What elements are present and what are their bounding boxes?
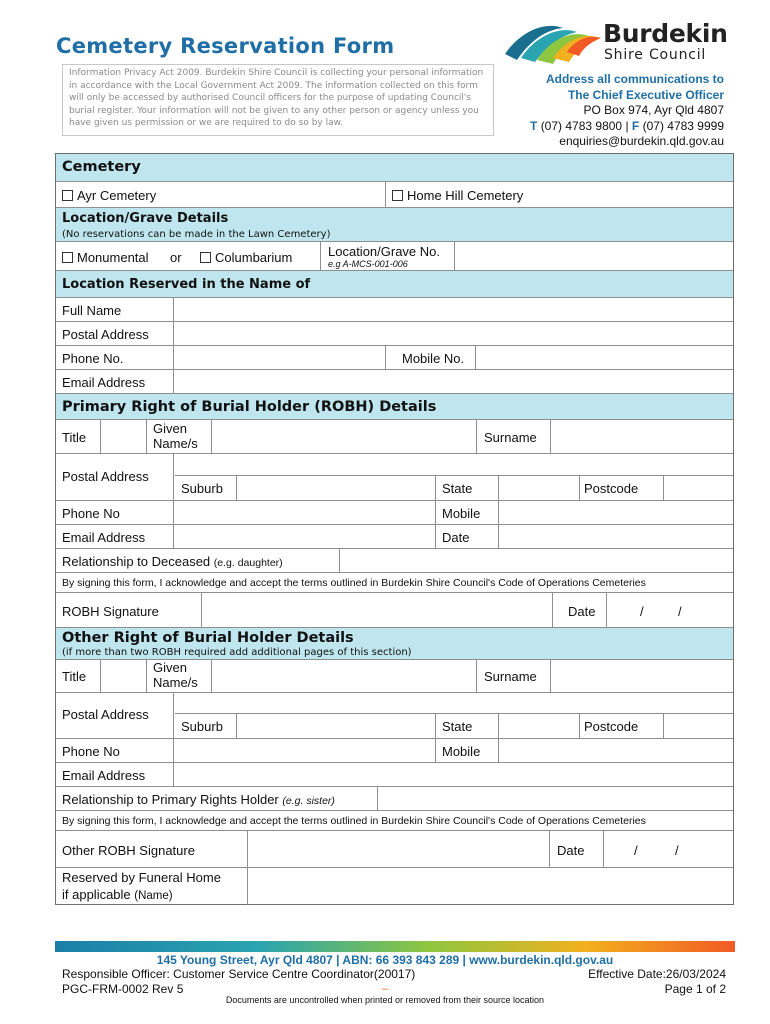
funeral-home-row <box>56 868 733 905</box>
phone-no-input[interactable] <box>174 739 436 762</box>
given-names-input[interactable] <box>212 420 477 453</box>
robh-postal-row <box>56 454 733 501</box>
phone-no-label: Phone No <box>62 506 120 521</box>
date-slash: / <box>675 843 679 858</box>
given-names-label-1: Given <box>153 421 187 436</box>
title-input[interactable] <box>101 420 147 453</box>
date-label: Date <box>442 530 470 545</box>
section-reserved-header <box>56 271 733 298</box>
other-ack-row <box>56 811 733 831</box>
state-label: State <box>442 719 473 734</box>
reserved-heading: Location Reserved in the Name of <box>62 277 311 292</box>
email-label: Email Address <box>62 530 146 545</box>
postcode-label: Postcode <box>584 481 639 496</box>
checkbox-icon[interactable] <box>392 190 403 201</box>
logo-subtitle: Shire Council <box>604 47 707 63</box>
other-phone-row <box>56 739 733 763</box>
acknowledgement-text: By signing this form, I acknowledge and accept the terms outlined in Burdekin Shire Council's Code of Operations Cemeteries <box>62 815 646 827</box>
signature-date-input[interactable] <box>608 593 733 627</box>
surname-input[interactable] <box>552 420 733 453</box>
signature-date-label: Date <box>557 843 585 858</box>
po-box: PO Box 974, Ayr Qld 4807 <box>583 103 724 117</box>
postal-address-label: Postal Address <box>62 707 149 722</box>
location-note: (No reservations can be made in the Lawn Cemetery) <box>62 229 331 240</box>
email-input[interactable] <box>174 525 436 548</box>
relationship-label <box>62 554 283 569</box>
other-robh-heading: Other Right of Burial Holder Details <box>62 630 354 646</box>
ayr-cemetery-option[interactable] <box>62 188 156 203</box>
robh-relationship-row <box>56 549 733 573</box>
postcode-label: Postcode <box>584 719 639 734</box>
home-hill-cemetery-label: Home Hill Cemetery <box>407 188 524 203</box>
mobile-no-input[interactable] <box>477 346 733 369</box>
full-name-label: Full Name <box>62 303 122 318</box>
location-options-row <box>56 242 733 271</box>
checkbox-icon[interactable] <box>200 252 211 263</box>
other-name-row <box>56 660 733 693</box>
uncontrolled-disclaimer: Documents are uncontrolled when printed or removed from their source location <box>225 995 545 1005</box>
other-robh-signature-label: Other ROBH Signature <box>62 843 195 858</box>
grave-no-label: Location/Grave No. <box>328 244 441 259</box>
section-cemetery-header <box>56 154 733 182</box>
reservation-form <box>55 153 734 905</box>
funeral-home-input[interactable] <box>249 868 733 905</box>
phone-no-input[interactable] <box>174 346 386 369</box>
other-email-row <box>56 763 733 787</box>
cemetery-options-row <box>56 182 733 208</box>
monumental-option[interactable] <box>62 250 149 265</box>
suburb-input[interactable] <box>237 714 436 738</box>
privacy-notice: Information Privacy Act 2009. Burdekin Shire Council is collecting your personal information in accordance with the Local Government Act 2009. The information collected on this form will only be accessed by authorised Council officers for the purpose of updating Council's burial register. Your information will not be given to any other person or agency unless you have given us permission or we are required to do so by law. <box>62 64 494 136</box>
suburb-label: Suburb <box>181 719 223 734</box>
relationship-text: Relationship to Deceased <box>62 554 211 569</box>
relationship-input[interactable] <box>379 787 733 810</box>
robh-signature-row <box>56 593 733 628</box>
given-names-label-2: Name/s <box>153 436 198 451</box>
separator: | <box>625 118 629 133</box>
robh-ack-row <box>56 573 733 593</box>
postal-address-input[interactable] <box>175 322 733 345</box>
address-line-2: The Chief Executive Officer <box>567 87 724 102</box>
phone-number: (07) 4783 9800 <box>540 118 623 133</box>
section-robh-header <box>56 394 733 420</box>
address-line-1: Address all communications to <box>545 72 724 86</box>
full-name-input[interactable] <box>175 298 733 321</box>
funeral-home-label-2 <box>62 887 173 902</box>
grave-no-example: e.g A-MCS-001-006 <box>328 259 408 269</box>
section-other-robh-header <box>56 628 733 660</box>
section-location-header <box>56 208 733 242</box>
label-cell <box>553 593 607 627</box>
date-slash: / <box>640 604 644 619</box>
phone-label: T <box>530 118 538 133</box>
suburb-label: Suburb <box>181 481 223 496</box>
mobile-label: Mobile <box>442 744 481 759</box>
document-number: PGC-FRM-0002 Rev 5 <box>62 982 184 996</box>
given-names-label-1: Given <box>153 660 187 675</box>
surname-input[interactable] <box>552 660 733 692</box>
logo-wordmark: Burdekin <box>603 19 728 48</box>
surname-label: Surname <box>484 430 537 445</box>
signature-date-input[interactable] <box>605 831 733 867</box>
fax-label: F <box>631 118 640 133</box>
monumental-label: Monumental <box>77 250 149 265</box>
mobile-no-label: Mobile No. <box>402 351 465 366</box>
page-number: Page 1 of 2 <box>664 982 726 996</box>
email-input[interactable] <box>175 763 733 786</box>
fax-number: (07) 4783 9999 <box>642 118 724 133</box>
postcode-input[interactable] <box>665 476 733 500</box>
relationship-text: Relationship to Primary Rights Holder <box>62 792 279 807</box>
funeral-home-applicable: if applicable <box>62 887 131 902</box>
reserved-postal-row <box>56 322 733 346</box>
mobile-input[interactable] <box>500 501 733 524</box>
email-input[interactable] <box>175 370 733 393</box>
given-names-label-2: Name/s <box>153 675 198 690</box>
phone-fax-line <box>530 119 724 135</box>
postal-address-label: Postal Address <box>62 327 149 342</box>
checkbox-icon[interactable] <box>62 190 73 201</box>
mobile-label: Mobile <box>442 506 481 521</box>
relationship-label <box>62 792 335 807</box>
contact-email: enquiries@burdekin.qld.gov.au <box>559 134 724 148</box>
page-title: Cemetery Reservation Form <box>56 34 395 58</box>
title-label: Title <box>62 669 87 684</box>
suburb-line <box>174 476 733 500</box>
state-label: State <box>442 481 473 496</box>
robh-signature-label: ROBH Signature <box>62 604 159 619</box>
columbarium-label: Columbarium <box>215 250 293 265</box>
postal-address-label: Postal Address <box>62 469 149 484</box>
postal-address-input[interactable] <box>175 454 733 476</box>
date-input[interactable] <box>500 525 733 548</box>
footer-dash: – <box>381 983 389 995</box>
location-heading: Location/Grave Details <box>62 211 229 226</box>
other-relationship-row <box>56 787 733 811</box>
state-input[interactable] <box>499 714 580 738</box>
title-input[interactable] <box>101 660 147 692</box>
reserved-full-name-row <box>56 298 733 322</box>
footer-color-bar <box>55 941 735 952</box>
postcode-input[interactable] <box>665 714 733 738</box>
postal-address-input[interactable] <box>175 693 733 714</box>
responsible-officer: Responsible Officer: Customer Service Centre Coordinator(20017) <box>62 967 416 981</box>
cemetery-heading: Cemetery <box>62 159 141 175</box>
email-label: Email Address <box>62 375 146 390</box>
phone-no-label: Phone No <box>62 744 120 759</box>
relationship-input[interactable] <box>341 549 733 572</box>
robh-signature-input[interactable] <box>202 593 553 627</box>
phone-no-label: Phone No. <box>62 351 124 366</box>
robh-name-row <box>56 420 733 454</box>
other-robh-note: (if more than two ROBH required add additional pages of this section) <box>62 647 412 658</box>
reserved-phone-row <box>56 346 733 370</box>
given-names-input[interactable] <box>212 660 477 692</box>
mobile-input[interactable] <box>500 739 733 762</box>
acknowledgement-text: By signing this form, I acknowledge and accept the terms outlined in Burdekin Shire Council's Code of Operations Cemeteries <box>62 577 646 589</box>
robh-email-row <box>56 525 733 549</box>
other-signature-row <box>56 831 733 868</box>
signature-date-label: Date <box>568 604 596 619</box>
other-postal-row <box>56 693 733 739</box>
date-slash: / <box>634 843 638 858</box>
other-robh-signature-input[interactable] <box>248 831 550 867</box>
robh-heading: Primary Right of Burial Holder (ROBH) Details <box>62 399 437 415</box>
funeral-home-label-1: Reserved by Funeral Home <box>62 870 221 885</box>
ayr-cemetery-label: Ayr Cemetery <box>77 188 157 203</box>
relationship-example: (e.g. sister) <box>282 795 335 807</box>
title-label: Title <box>62 430 87 445</box>
robh-phone-row <box>56 501 733 525</box>
checkbox-icon[interactable] <box>62 252 73 263</box>
phone-no-input[interactable] <box>174 501 436 524</box>
surname-label: Surname <box>484 669 537 684</box>
reserved-email-row <box>56 370 733 394</box>
columbarium-option[interactable] <box>200 250 292 265</box>
email-label: Email Address <box>62 768 146 783</box>
funeral-home-name-hint: (Name) <box>134 890 173 902</box>
or-label: or <box>170 250 182 265</box>
state-input[interactable] <box>499 476 580 500</box>
relationship-example: (e.g. daughter) <box>213 557 283 569</box>
suburb-line <box>174 714 733 738</box>
home-hill-cemetery-option[interactable] <box>392 188 523 203</box>
contact-block <box>530 72 724 150</box>
footer-address: 145 Young Street, Ayr Qld 4807 | ABN: 66 393 843 289 | www.burdekin.qld.gov.au <box>156 953 614 967</box>
date-slash: / <box>678 604 682 619</box>
grave-no-input[interactable] <box>456 242 733 270</box>
effective-date: Effective Date:26/03/2024 <box>588 967 726 981</box>
suburb-input[interactable] <box>237 476 436 500</box>
